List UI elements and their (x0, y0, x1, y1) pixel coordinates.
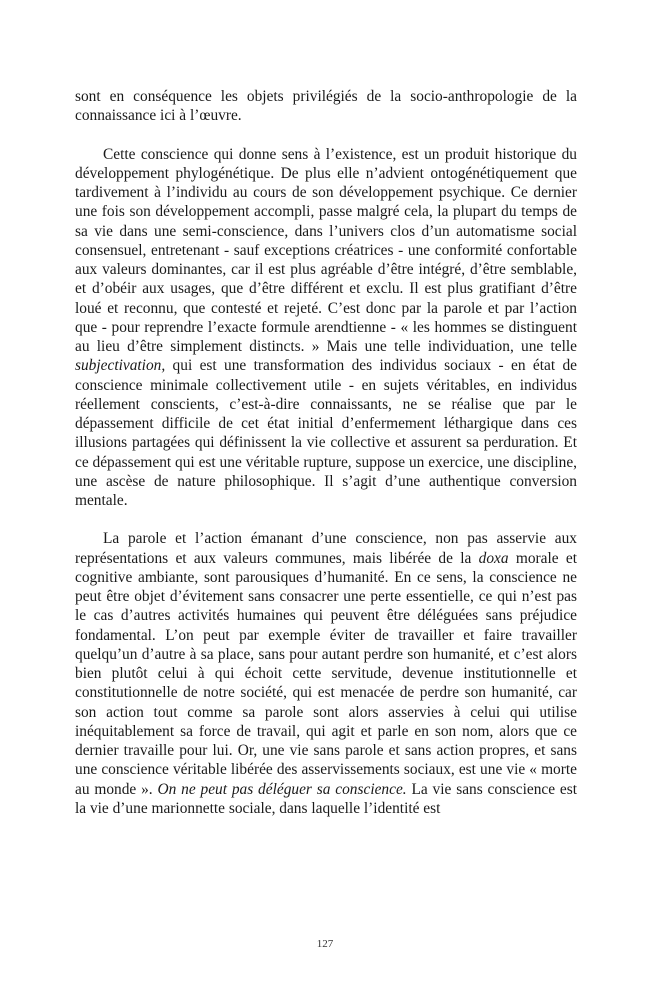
italic-text-segment: doxa (478, 549, 509, 567)
text-segment: qui est une transformation des individus sociaux - en état de conscience minimale collectivement utile - en sujets véritables, en individus réellement conscients, c’est-à-dire connaissants, ne se réalise que par le dépassement difficile de cet état initial d’enfermement léthargique dans ces illusions partagées qui définissent la vie collective et assurent sa perduration. Et ce dépassement qui est une véritable rupture, suppose un exercice, une discipline, une ascèse de nature philosophique. Il s’agit d’une authentique conversion mentale. (75, 357, 577, 509)
italic-text-segment: On ne peut pas déléguer sa conscience. (157, 780, 407, 798)
italic-text-segment: subjectivation, (75, 357, 166, 375)
text-segment: sont en conséquence les objets privilégiés de la socio-anthropologie de la connaissance ici à l’œuvre. (75, 88, 577, 125)
text-segment: La vie sans conscience est la vie d’une marionnette sociale, dans laquelle l’identité est (75, 780, 577, 817)
text-segment: Cette conscience qui donne sens à l’existence, est un produit historique du développement phylogénétique. De plus elle n’advient ontogénétiquement que tardivement à l’individu au cours de son développement psychique. Ce dernier une fois son développement accompli, passe malgré cela, la plupart du temps de sa vie dans une semi-conscience, dans l’univers clos d’un automatisme social consensuel, entretenant - sauf exceptions créatrices - une conformité confortable aux valeurs dominantes, car il est plus agréable d’être intégré, d’être semblable, et d’obéir aux usages, que d’être différent et exclu. Il est plus gratifiant d’être loué et reconnu, que contesté et rejeté. C’est donc par la parole et par l’action que - pour reprendre l’exacte formule arendtienne - « les hommes se distinguent au lieu d’être simplement distincts. » Mais une telle individuation, une telle (75, 145, 577, 355)
paragraph-3 (75, 529, 577, 818)
text-segment: morale et cognitive ambiante, sont parousiques d’humanité. En ce sens, la conscience ne peut être objet d’évitement sans consacrer une perte essentielle, ce qui n’est pas le cas d’autres activités humaines qui peuvent être déléguées sans préjudice fondamental. L’on peut par exemple éviter de travailler et faire travailler quelqu’un d’autre à sa place, sans pour autant perdre son humanité, et c’est alors bien plutôt celui à qui échoit cette servitude, devenue institutionnelle et constitutionnelle de notre société, qui est menacée de perdre son humanité, car son action tout comme sa parole sont alors asservies à celui qui utilise inéquitablement sa force de travail, qui agit et parle en son nom, alors que ce dernier travaille pour lui. Or, une vie sans parole et sans action propres, et sans une conscience véritable libérée des asservissements sociaux, est une vie « morte au monde ». (75, 549, 577, 798)
page-body (75, 87, 577, 818)
text-segment: La parole et l’action émanant d’une conscience, non pas asservie aux représentations et aux valeurs communes, mais libérée de la (75, 530, 577, 567)
page-number: 127 (316, 938, 334, 950)
paragraph-2 (75, 145, 577, 511)
paragraph-1 (75, 87, 577, 126)
